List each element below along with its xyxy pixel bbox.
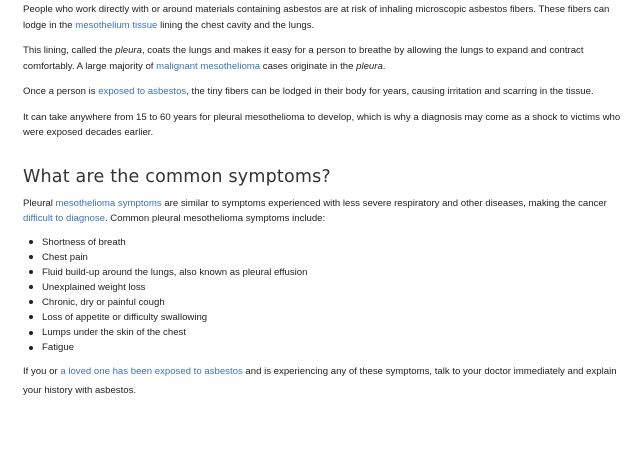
section-heading-symptoms: What are the common symptoms? xyxy=(23,166,331,187)
text: , coats the lungs and makes it easy for a person to breathe by allowing the lungs to expand and contract comfortably. A large majority of xyxy=(23,45,584,72)
paragraph-latency xyxy=(23,110,621,141)
bullet-icon xyxy=(29,346,33,350)
symptom-label: Fatigue xyxy=(42,342,74,354)
symptom-label: Shortness of breath xyxy=(42,236,126,248)
bullet-icon xyxy=(29,331,33,335)
symptom-label: Loss of appetite or difficulty swallowing xyxy=(42,311,208,323)
link-exposed-to-asbestos[interactable]: exposed to asbestos xyxy=(98,86,187,97)
bullet-icon xyxy=(29,300,33,304)
text: Pleural xyxy=(23,197,56,209)
text: People who work directly with or around materials containing asbestos are at risk of inhaling microscopic asbestos fibers. These fibers can lodge in the xyxy=(23,4,610,31)
paragraph-exposure xyxy=(23,84,621,100)
text: , the tiny fibers can be lodged in their body for years, causing irritation and scarring in the tissue. xyxy=(186,86,594,97)
text: This lining, called the xyxy=(23,45,116,56)
symptom-label: Lumps under the skin of the chest xyxy=(42,327,186,339)
text: lining the chest cavity and the lungs. xyxy=(157,19,315,31)
bullet-icon xyxy=(29,255,33,259)
list-item xyxy=(37,310,621,325)
text: It can take anywhere from 15 to 60 years for pleural mesothelioma to develop, which is why a diagnosis may come as a shock to victims who were exposed decades earlier. xyxy=(23,111,621,138)
symptom-label: Fluid build-up around the lungs, also known as pleural effusion xyxy=(42,266,308,278)
list-item xyxy=(37,340,621,355)
list-item xyxy=(37,325,621,340)
link-difficult-to-diagnose[interactable]: difficult to diagnose xyxy=(23,213,105,224)
emphasis-pleura: pleura xyxy=(356,60,383,72)
symptom-list xyxy=(23,235,621,356)
bullet-icon xyxy=(29,285,33,289)
emphasis-pleura: pleura xyxy=(115,45,142,56)
paragraph-consult-doctor xyxy=(23,363,621,400)
paragraph-asbestos-risk xyxy=(23,2,621,33)
bullet-icon xyxy=(29,315,33,319)
text: . Common pleural mesothelioma symptoms include: xyxy=(104,213,326,224)
symptom-label: Unexplained weight loss xyxy=(42,281,146,293)
link-loved-one-exposed[interactable]: a loved one has been exposed to asbestos xyxy=(60,366,243,378)
list-item xyxy=(37,265,621,280)
list-item xyxy=(37,280,621,295)
paragraph-pleura xyxy=(23,43,621,74)
list-item xyxy=(37,235,621,250)
text: and is experiencing any of these symptoms, talk to your doctor immediately and explain your history with asbestos. xyxy=(23,366,617,396)
link-malignant-mesothelioma[interactable]: malignant mesothelioma xyxy=(156,60,261,72)
link-mesothelium-tissue[interactable]: mesothelium tissue xyxy=(75,19,158,31)
list-item xyxy=(37,295,621,310)
text: If you or xyxy=(23,366,61,378)
text: cases originate in the xyxy=(260,60,357,72)
article-content xyxy=(23,0,621,400)
paragraph-symptoms-intro xyxy=(23,196,621,227)
text: are similar to symptoms experienced with less severe respiratory and other diseases, making the cancer xyxy=(161,197,607,209)
symptom-label: Chest pain xyxy=(42,251,88,263)
link-mesothelioma-symptoms[interactable]: mesothelioma symptoms xyxy=(55,197,162,209)
symptom-label: Chronic, dry or painful cough xyxy=(42,296,165,308)
list-item xyxy=(37,250,621,265)
text: . xyxy=(382,60,386,72)
text: Once a person is xyxy=(23,86,99,97)
bullet-icon xyxy=(29,270,33,274)
bullet-icon xyxy=(29,240,33,244)
